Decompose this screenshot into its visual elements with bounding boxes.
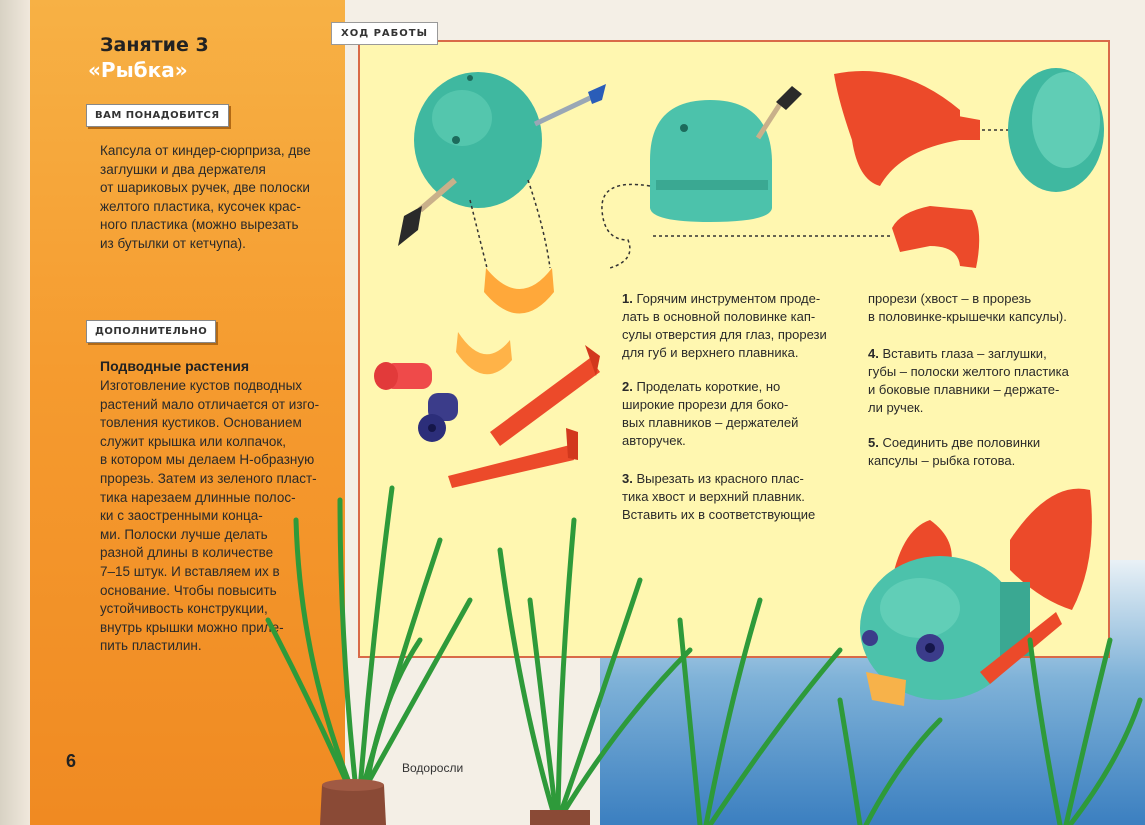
- extra-line: внутрь крышки можно приле-: [100, 619, 284, 635]
- step-number: 5.: [868, 435, 879, 450]
- needs-label: ВАМ ПОНАДОБИТСЯ: [86, 104, 229, 127]
- lips-strip: [484, 268, 554, 314]
- page-number: 6: [66, 751, 77, 771]
- capsule-half-cup: [650, 86, 802, 222]
- extra-line: в котором мы делаем Н-образную: [100, 452, 315, 468]
- lips-strip: [456, 332, 512, 374]
- step-line: авторучек.: [622, 433, 686, 448]
- extra-line: разной длины в количестве: [100, 545, 274, 561]
- step-line: прорези (хвост – в прорезь: [868, 291, 1032, 306]
- step-5: [868, 434, 1098, 470]
- step-line: Вставить глаза – заглушки,: [882, 346, 1047, 361]
- eye-plug-blue: [418, 393, 458, 442]
- step-line: капсулы – рыбка готова.: [868, 453, 1016, 468]
- red-fin-piece: [892, 206, 979, 268]
- dashed-arrow: [602, 184, 650, 268]
- step-line: ли ручек.: [868, 400, 924, 415]
- extra-line: Изготовление кустов подводных: [100, 378, 303, 393]
- capsule-half-sphere: [414, 72, 542, 208]
- step-line: Проделать короткие, но: [636, 379, 781, 394]
- extra-line: пить пластилин.: [100, 638, 202, 654]
- step-number: 3.: [622, 471, 633, 486]
- step-line: лать в основной половинке кап-: [622, 309, 816, 324]
- pen-holder: [490, 358, 600, 446]
- photo-caption: Водоросли: [402, 761, 464, 775]
- step-number: 1.: [622, 291, 633, 306]
- step-line: Вставить их в соответствующие: [622, 507, 816, 522]
- step-line: для губ и верхнего плавника.: [622, 345, 799, 360]
- step-line: Вырезать из красного плас-: [636, 471, 804, 486]
- extra-line: прорезь. Затем из зеленого пласт-: [100, 470, 317, 486]
- step-3: [622, 470, 847, 524]
- dashed-arrow: [528, 180, 550, 268]
- needs-line: ного пластика (можно вырезать: [100, 217, 299, 232]
- step-line: тика хвост и верхний плавник.: [622, 489, 805, 504]
- step-line: сулы отверстия для глаз, прорези: [622, 327, 827, 342]
- step-number: 4.: [868, 346, 879, 361]
- extra-line: тика нарезаем длинные полос-: [100, 489, 296, 505]
- step-line: широкие прорези для боко-: [622, 397, 789, 412]
- extra-line: служит крышка или колпачок,: [100, 433, 287, 449]
- step-line: Соединить две половинки: [882, 435, 1041, 450]
- lesson-title: Занятие 3: [100, 34, 209, 56]
- step-number: 2.: [622, 379, 633, 394]
- lesson-subtitle: «Рыбка»: [88, 58, 188, 82]
- step-line: вых плавников – держателей: [622, 415, 799, 430]
- step-line: в половинке-крышечки капсулы).: [868, 309, 1067, 324]
- dashed-arrow: [470, 200, 487, 268]
- extra-line: ми. Полоски лучше делать: [100, 526, 268, 542]
- needs-line: Капсула от киндер-сюрприза, две: [100, 143, 311, 158]
- work-label: ХОД РАБОТЫ: [331, 22, 438, 45]
- needs-line: из бутылки от кетчупа).: [100, 235, 246, 251]
- step-1: [622, 290, 852, 362]
- eye-plug-red: [374, 362, 432, 390]
- needs-line: от шариковых ручек, две полоски: [100, 180, 310, 195]
- step-line: Горячим инструментом проде-: [636, 291, 821, 306]
- capsule-lid: [1008, 68, 1104, 192]
- red-tail-piece: [834, 71, 960, 186]
- step-line: и боковые плавники – держате-: [868, 382, 1060, 397]
- extra-line: товления кустиков. Основанием: [100, 415, 302, 431]
- extra-line: ки с заостренными конца-: [100, 508, 263, 524]
- pen-holder: [448, 445, 574, 488]
- extra-line: устойчивость конструкции,: [100, 601, 268, 617]
- extra-line: 7–15 штук. И вставляем их в: [100, 563, 280, 579]
- step-4: [868, 345, 1103, 417]
- step-line: губы – полоски желтого пластика: [868, 364, 1069, 379]
- extra-title: Подводные растения: [100, 358, 250, 374]
- extra-line: основание. Чтобы повысить: [100, 582, 277, 598]
- step-3-continued: [868, 290, 1103, 326]
- extra-line: растений мало отличается от изго-: [100, 396, 320, 412]
- needs-line: заглушки и два держателя: [100, 161, 266, 177]
- extra-label: ДОПОЛНИТЕЛЬНО: [86, 320, 216, 343]
- step-2: [622, 378, 842, 450]
- finished-fish: [860, 489, 1092, 706]
- needs-line: желтого пластика, кусочек крас-: [100, 198, 301, 214]
